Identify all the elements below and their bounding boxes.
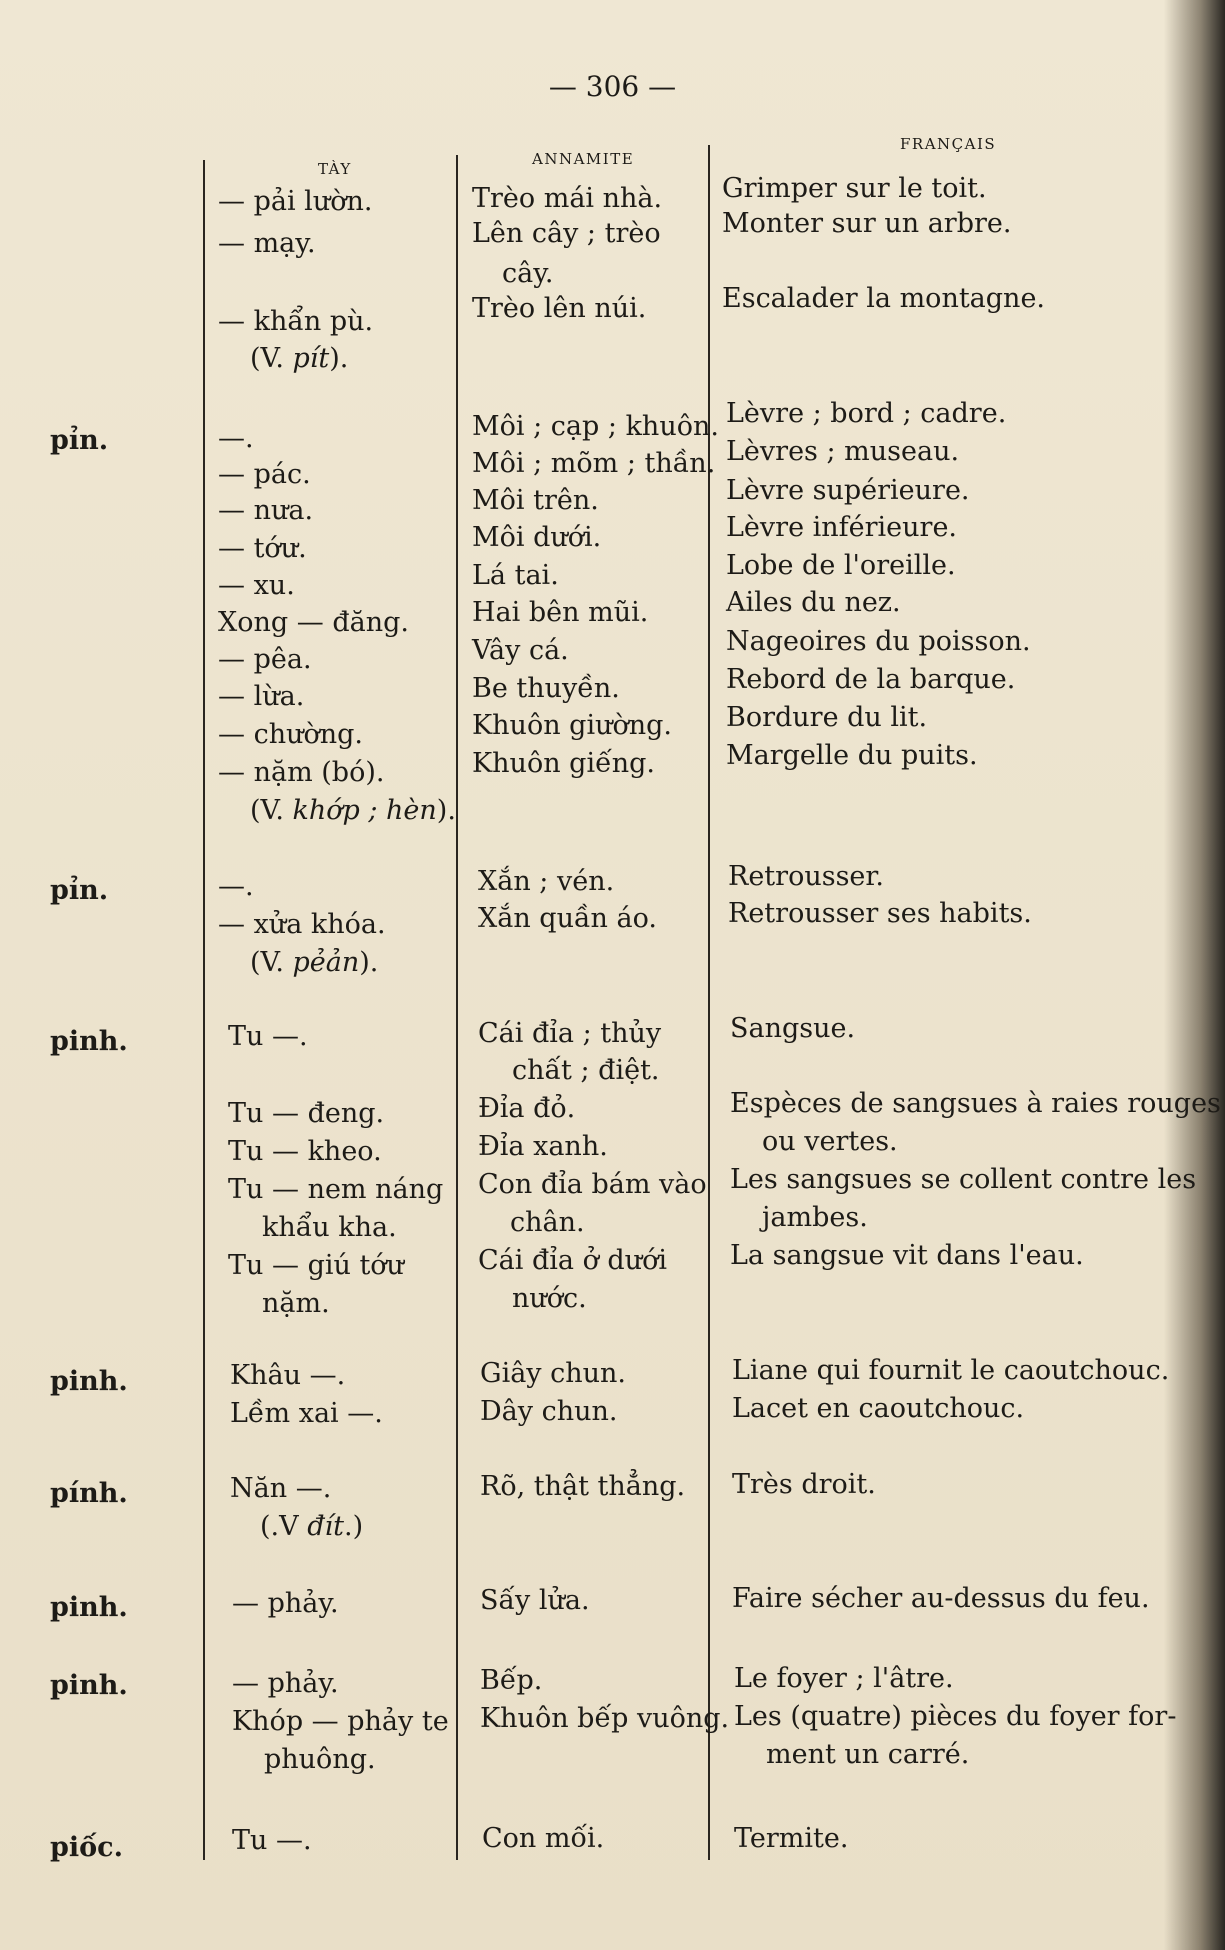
tay-text: Tu — giú tớư: [228, 1250, 404, 1281]
headword: pinh.: [50, 1026, 128, 1057]
francais-text: Grimper sur le toit.: [722, 173, 987, 204]
annamite-text: Cái đỉa ; thủy: [478, 1018, 662, 1049]
tay-text: Tu — đeng.: [228, 1098, 385, 1129]
annamite-text: Môi trên.: [472, 485, 599, 516]
tay-text: — pải lườn.: [218, 186, 373, 217]
francais-text: Termite.: [734, 1823, 849, 1854]
annamite-text: Cái đỉa ở dưới: [478, 1245, 667, 1276]
tay-text: nặm.: [262, 1288, 330, 1319]
francais-text: Lèvre inférieure.: [726, 512, 958, 543]
tay-text: Tu —.: [228, 1021, 308, 1052]
annamite-text: chất ; điệt.: [512, 1055, 660, 1086]
annamite-text: Con mối.: [482, 1823, 605, 1854]
column-rule-right: [708, 145, 710, 1860]
francais-text: Lèvre supérieure.: [726, 475, 970, 506]
headword: piốc.: [50, 1832, 123, 1863]
column-header-annamite: ANNAMITE: [532, 150, 635, 168]
tay-text: — pêa.: [218, 644, 312, 675]
annamite-text: Trèo lên núi.: [472, 293, 647, 324]
tay-text: Tu —.: [232, 1825, 312, 1856]
francais-text: Bordure du lit.: [726, 702, 928, 733]
annamite-text: Môi dưới.: [472, 522, 602, 553]
francais-text: La sangsue vit dans l'eau.: [730, 1240, 1084, 1271]
page-number: — 306 —: [548, 70, 677, 103]
francais-text: ment un carré.: [766, 1739, 970, 1770]
francais-text: Nageoires du poisson.: [726, 626, 1031, 657]
annamite-text: Con đỉa bám vào: [478, 1169, 707, 1200]
column-header-francais: FRANÇAIS: [900, 135, 997, 153]
tay-text: — mạy.: [218, 228, 316, 259]
annamite-text: Khuôn bếp vuông.: [480, 1703, 730, 1734]
cross-reference: (V. pẻản).: [250, 947, 379, 978]
headword: pinh.: [50, 1670, 128, 1701]
tay-text: Tu — nem náng: [228, 1174, 444, 1205]
annamite-text: Hai bên mũi.: [472, 597, 649, 628]
cross-reference: (.V đít.): [260, 1511, 364, 1542]
headword: pỉn.: [50, 875, 109, 906]
francais-text: Liane qui fournit le caoutchouc.: [732, 1355, 1170, 1386]
annamite-text: Đỉa xanh.: [478, 1131, 608, 1162]
tay-text: — pác.: [218, 459, 311, 490]
headword: pinh.: [50, 1592, 128, 1623]
column-rule-middle: [456, 155, 458, 1860]
annamite-text: Xắn ; vén.: [478, 866, 615, 897]
tay-text: — tớư.: [218, 533, 307, 564]
column-rule-left: [203, 160, 205, 1860]
tay-text: khẩu kha.: [262, 1212, 397, 1243]
francais-text: Espèces de sangsues à raies rouges: [730, 1088, 1221, 1119]
francais-text: Les (quatre) pièces du foyer for-: [734, 1701, 1177, 1732]
francais-text: Retrousser ses habits.: [728, 898, 1032, 929]
francais-text: Rebord de la barque.: [726, 664, 1016, 695]
francais-text: jambes.: [762, 1202, 868, 1233]
francais-text: Lèvres ; museau.: [726, 436, 960, 467]
cross-reference: (V. khớp ; hèn).: [250, 795, 456, 826]
francais-text: Sangsue.: [730, 1013, 856, 1044]
tay-text: Năn —.: [230, 1473, 332, 1504]
cross-reference: (V. pít).: [250, 343, 349, 374]
tay-text: — xu.: [218, 570, 295, 601]
francais-text: Les sangsues se collent contre les: [730, 1164, 1197, 1195]
annamite-text: Môi ; mõm ; thần.: [472, 448, 716, 479]
tay-text: — phảy.: [232, 1668, 339, 1699]
francais-text: Retrousser.: [728, 861, 884, 892]
annamite-text: chân.: [510, 1207, 585, 1238]
annamite-text: nước.: [512, 1283, 587, 1314]
annamite-text: Bếp.: [480, 1665, 543, 1696]
annamite-text: Môi ; cạp ; khuôn.: [472, 411, 719, 442]
annamite-text: Rõ, thật thẳng.: [480, 1471, 686, 1502]
francais-text: Ailes du nez.: [726, 587, 901, 618]
annamite-text: Khuôn giếng.: [472, 748, 655, 779]
francais-text: Lacet en caoutchouc.: [732, 1393, 1025, 1424]
tay-text: — lừa.: [218, 681, 305, 712]
francais-text: Très droit.: [732, 1469, 876, 1500]
annamite-text: cây.: [502, 258, 554, 289]
annamite-text: Trèo mái nhà.: [472, 183, 663, 214]
tay-text: — phảy.: [232, 1588, 339, 1619]
tay-text: — khẩn pù.: [218, 306, 374, 337]
tay-text: — chường.: [218, 719, 363, 750]
tay-text: Khóp — phảy te: [232, 1706, 449, 1737]
headword: pinh.: [50, 1366, 128, 1397]
annamite-text: Lên cây ; trèo: [472, 218, 661, 249]
tay-text: Khâu —.: [230, 1360, 346, 1391]
annamite-text: Be thuyền.: [472, 673, 620, 704]
annamite-text: Xắn quần áo.: [478, 903, 657, 934]
tay-text: Lềm xai —.: [230, 1398, 383, 1429]
annamite-text: Sấy lửa.: [480, 1585, 590, 1616]
tay-text: phuông.: [264, 1744, 376, 1775]
tay-text: — nưa.: [218, 495, 314, 526]
tay-text: — nặm (bó).: [218, 757, 385, 788]
francais-text: Escalader la montagne.: [722, 283, 1046, 314]
annamite-text: Khuôn giường.: [472, 710, 672, 741]
annamite-text: Đỉa đỏ.: [478, 1093, 576, 1124]
annamite-text: Lá tai.: [472, 560, 559, 591]
tay-text: — xửa khóa.: [218, 909, 386, 940]
tay-text: Xong — đăng.: [218, 607, 409, 638]
tay-text: —.: [218, 871, 254, 902]
annamite-text: Giây chun.: [480, 1358, 627, 1389]
headword: pính.: [50, 1478, 128, 1509]
tay-text: Tu — kheo.: [228, 1136, 382, 1167]
francais-text: Le foyer ; l'âtre.: [734, 1663, 954, 1694]
tay-text: —.: [218, 423, 254, 454]
francais-text: ou vertes.: [762, 1126, 898, 1157]
francais-text: Lobe de l'oreille.: [726, 550, 956, 581]
francais-text: Margelle du puits.: [726, 740, 978, 771]
column-header-tay: TÀY: [318, 160, 352, 178]
francais-text: Faire sécher au-dessus du feu.: [732, 1583, 1150, 1614]
francais-text: Lèvre ; bord ; cadre.: [726, 398, 1007, 429]
annamite-text: Vây cá.: [472, 635, 569, 666]
annamite-text: Dây chun.: [480, 1396, 618, 1427]
francais-text: Monter sur un arbre.: [722, 208, 1012, 239]
headword: pỉn.: [50, 425, 109, 456]
